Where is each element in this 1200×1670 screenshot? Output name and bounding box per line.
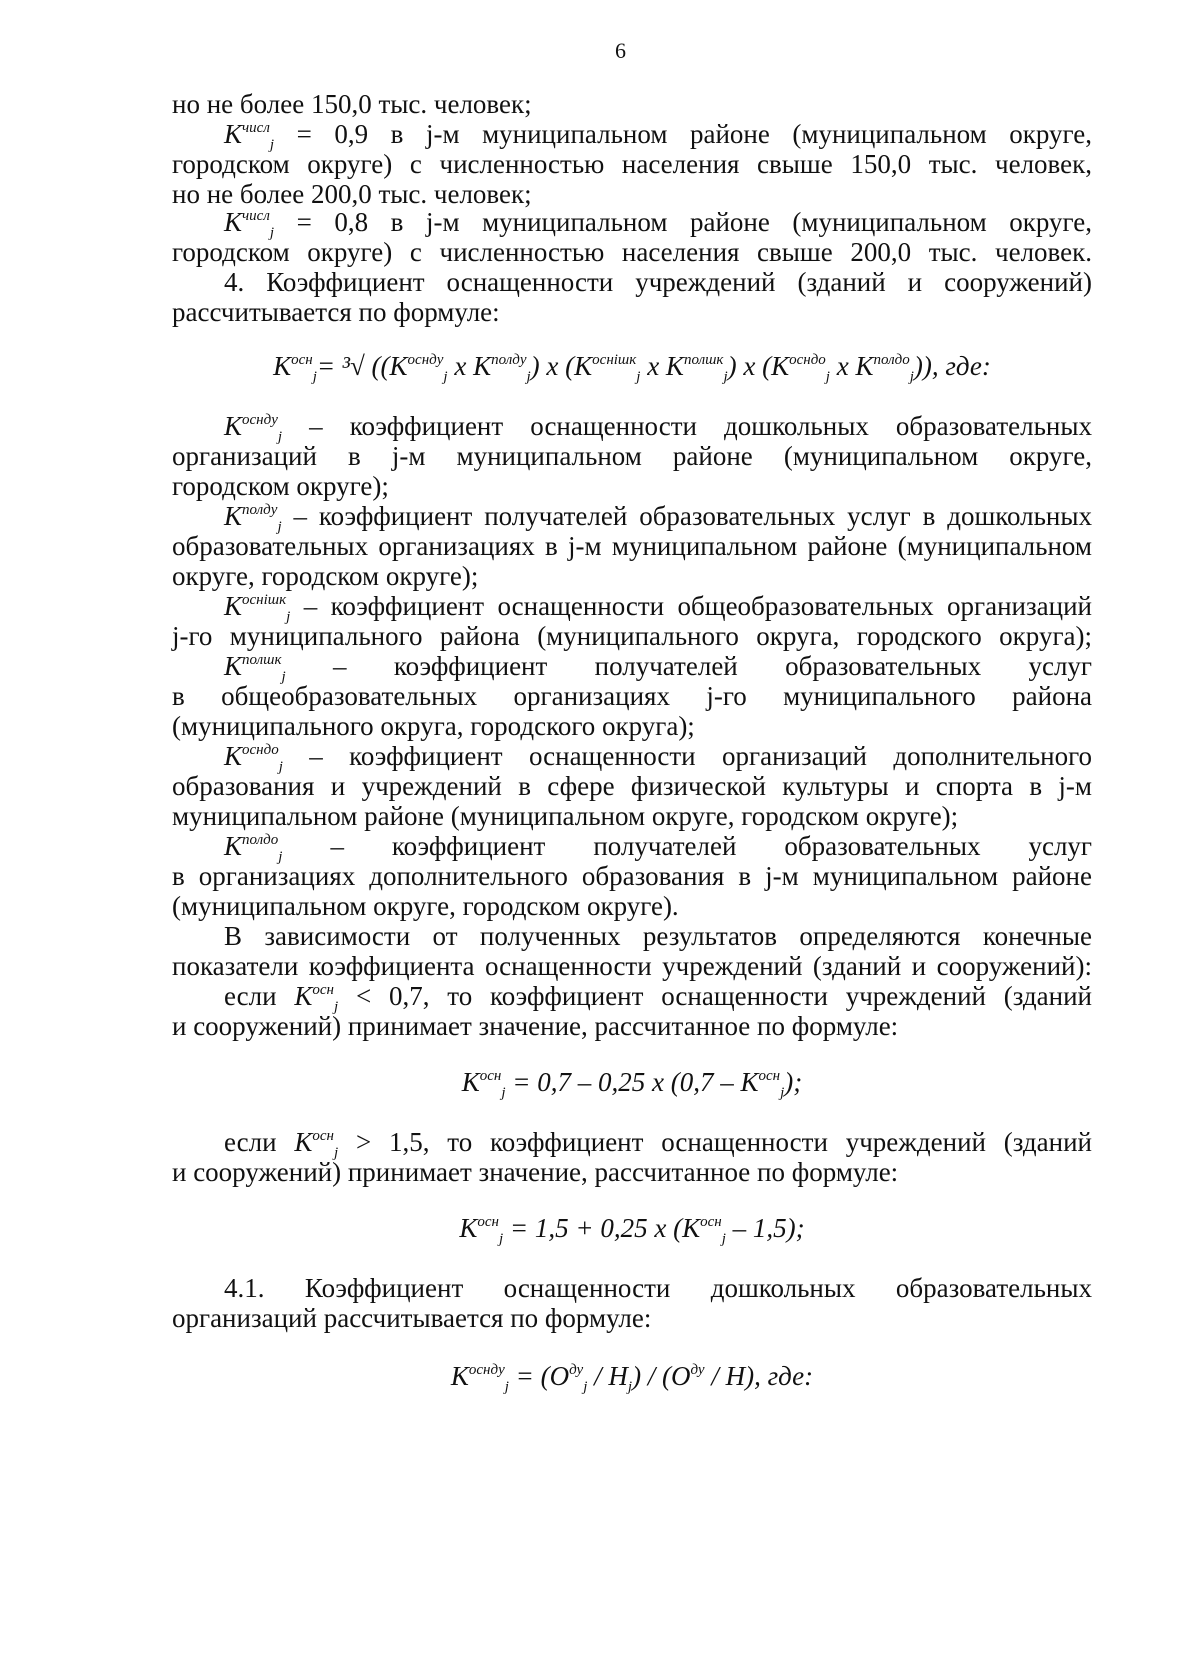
text-line: но не более 150,0 тыс. человек;	[172, 89, 532, 119]
text-line: в организациях дополнительного образования в j-м муниципальном районе	[172, 861, 1092, 891]
text-line: рассчитывается по формуле:	[172, 297, 500, 327]
text-line: и сооружений) принимает значение, рассчитанное по формуле:	[172, 1011, 899, 1041]
k-chisl-symbol: $K^{числ}_j$	[224, 119, 275, 153]
text-line: (муниципального округа, городского округа);	[172, 711, 695, 741]
text-line: 4. Коэффициент оснащенности учреждений (зданий и сооружений)	[224, 267, 1092, 297]
text-line: образовательных организациях в j-м муниципальном районе (муниципальном	[172, 531, 1092, 561]
text-line: j-го муниципального района (муниципального округа, городского округа);	[172, 621, 1092, 651]
text-line: городском округе) с численностью населения свыше 200,0 тыс. человек.	[172, 237, 1092, 267]
text-line: показатели коэффициента оснащенности учреждений (зданий и сооружений):	[172, 951, 1092, 981]
text-line: В зависимости от полученных результатов определяются конечные	[224, 921, 1092, 951]
formula-osn: $K^{осн}_j= ^3√$ (($K^{осндy}_j$ x $K^{полдy}_j$) x ($K^{оснiшк}_j$ x $K^{полшк}_j$) x ($K^{осндо}_j$ x $K^{полдо}_j$)), где:	[273, 351, 991, 385]
text-line: $K^{числ}_j = 0,8$ в j-м муниципальном районе (муниципальном округе,	[224, 207, 1092, 241]
text-line: 4.1. Коэффициент оснащенности дошкольных образовательных	[224, 1273, 1092, 1303]
text-line: в общеобразовательных организациях j-го муниципального района	[172, 681, 1092, 711]
text-line: если $K^{осн}_j < 0,7$, то коэффициент оснащенности учреждений (зданий	[224, 981, 1093, 1015]
text-line: $K^{осндy}_j$ – коэффициент оснащенности дошкольных образовательных	[224, 411, 1093, 445]
formula-osndu: $K^{осндy}_j = (O^{ду}_j / H_j) / (O^{ду} / H)$, где:	[450, 1361, 814, 1395]
text-line: округе, городском округе);	[172, 561, 479, 591]
text-line: организаций рассчитывается по формуле:	[172, 1303, 652, 1333]
text-line: и сооружений) принимает значение, рассчитанное по формуле:	[172, 1157, 899, 1187]
formula-max: $K^{осн}_j = 1,5 + 0,25$ x $(K^{осн}_j - 1,5)$;	[459, 1213, 805, 1247]
text-line: организаций в j-м муниципальном районе (муниципальном округе,	[172, 441, 1092, 471]
k-chisl-symbol: $K^{числ}_j$	[224, 207, 275, 241]
text-line: $K^{оснiшк}_j$ – коэффициент оснащенности общеобразовательных организаций	[224, 591, 1092, 625]
page-number: 6	[615, 38, 626, 63]
text-line: (муниципальном округе, городском округе).	[172, 891, 679, 921]
text-line: $K^{полдy}_j$ – коэффициент получателей образовательных услуг в дошкольных	[224, 501, 1092, 535]
text-line: $K^{числ}_j = 0,9$ в j-м муниципальном районе (муниципальном округе,	[224, 119, 1092, 153]
text-line: но не более 200,0 тыс. человек;	[172, 179, 532, 209]
text-line: муниципальном районе (муниципальном округе, городском округе);	[172, 801, 959, 831]
text-line: $K^{полдо}_j$ – коэффициент получателей образовательных услуг	[224, 831, 1092, 865]
text-line: городском округе);	[172, 471, 389, 501]
text-line: если $K^{осн}_j > 1,5$, то коэффициент оснащенности учреждений (зданий	[224, 1127, 1093, 1161]
text-line: образования и учреждений в сфере физической культуры и спорта в j-м	[172, 771, 1092, 801]
text-line: $K^{полшк}_j$ – коэффициент получателей образовательных услуг	[224, 651, 1093, 685]
text-line: $K^{осндо}_j$ – коэффициент оснащенности организаций дополнительного	[224, 741, 1092, 775]
text-line: городском округе) с численностью населения свыше 150,0 тыс. человек,	[172, 149, 1092, 179]
formula-min: $K^{осн}_j = 0,7 - 0,25$ x $(0,7 - K^{осн}_j)$;	[461, 1067, 803, 1101]
